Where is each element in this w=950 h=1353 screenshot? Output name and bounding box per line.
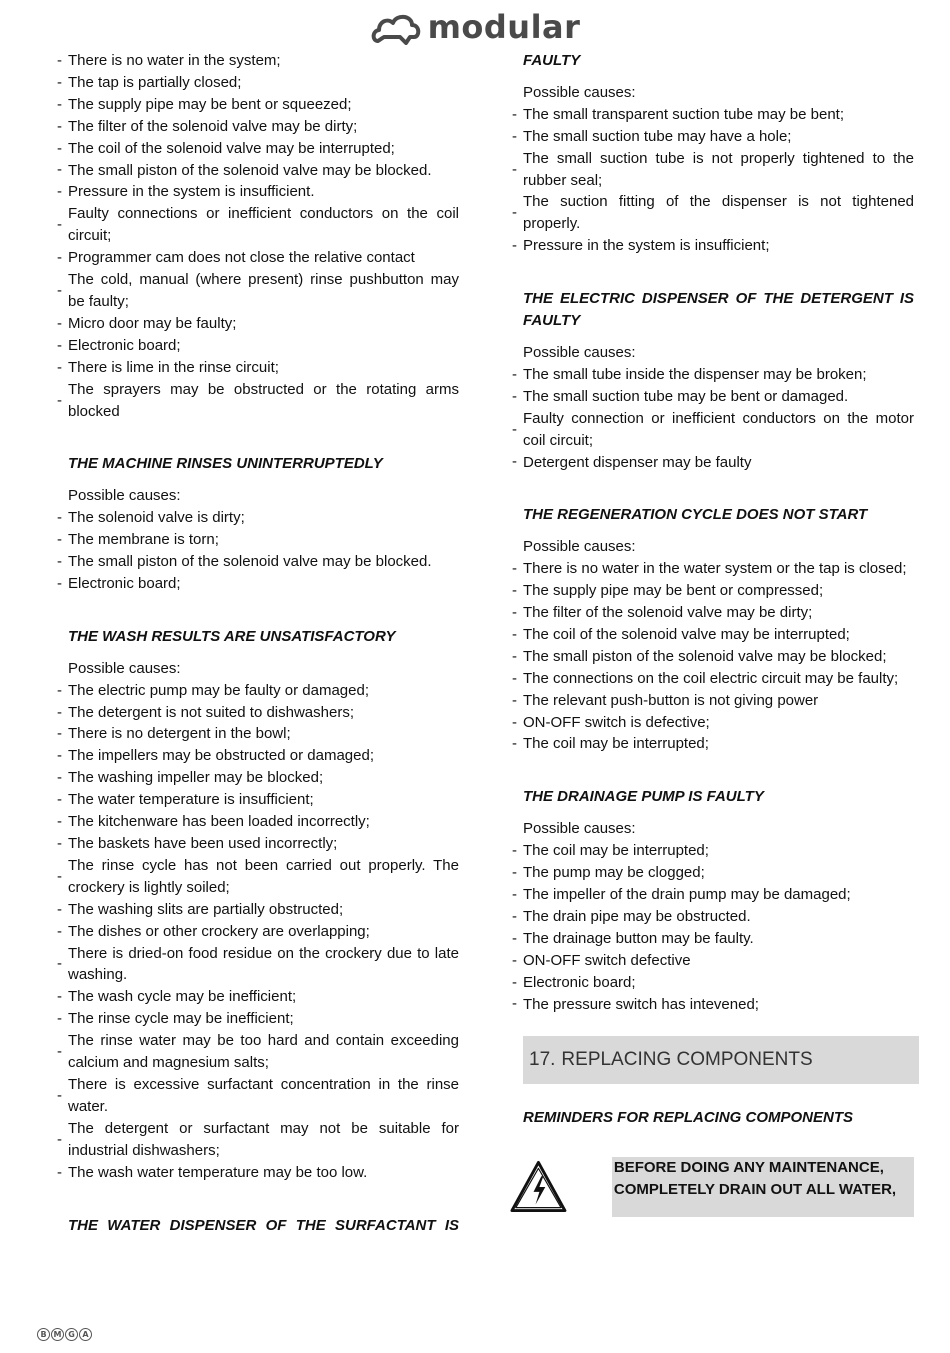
section-heading: THE DRAINAGE PUMP IS FAULTY bbox=[523, 788, 764, 806]
list-item: - The pump may be clogged; bbox=[512, 862, 914, 884]
cause-list bbox=[57, 680, 459, 1184]
section-heading: THE ELECTRIC DISPENSER OF THE DETERGENT IS FAULTY bbox=[523, 290, 914, 330]
possible-causes-label: Possible causes: bbox=[523, 538, 636, 556]
cloud-logo-icon bbox=[370, 9, 422, 45]
footer-badge-letter: M bbox=[51, 1328, 64, 1341]
section-heading: THE WASH RESULTS ARE UNSATISFACTORY bbox=[68, 627, 396, 645]
list-item: - Electronic board; bbox=[57, 573, 459, 595]
chapter-title: REPLACING COMPONENTS bbox=[561, 1049, 813, 1071]
list-item: - ON-OFF switch is defective; bbox=[512, 712, 914, 734]
reminders-heading: REMINDERS FOR REPLACING COMPONENTS bbox=[523, 1109, 854, 1127]
list-item: - There is excessive surfactant concentration in the rinse water. bbox=[57, 1074, 459, 1118]
cause-list bbox=[512, 840, 914, 1015]
footer-badge-letter: G bbox=[65, 1328, 78, 1341]
list-item: - The relevant push-button is not giving power bbox=[512, 690, 914, 712]
list-item: - The pressure switch has intevened; bbox=[512, 994, 914, 1016]
electric-hazard-icon bbox=[509, 1157, 568, 1217]
list-item: - The supply pipe may be bent or squeezed; bbox=[57, 94, 459, 116]
list-item: - There is no water in the water system or the tap is closed; bbox=[512, 558, 914, 580]
possible-causes-label: Possible causes: bbox=[68, 659, 181, 677]
list-item: - The kitchenware has been loaded incorrectly; bbox=[57, 811, 459, 833]
list-item: - The drainage button may be faulty. bbox=[512, 928, 914, 950]
list-item: - The coil of the solenoid valve may be interrupted; bbox=[512, 624, 914, 646]
list-item: - Detergent dispenser may be faulty bbox=[512, 452, 914, 474]
list-item: - The small suction tube may be bent or damaged. bbox=[512, 386, 914, 408]
list-item: - The drain pipe may be obstructed. bbox=[512, 906, 914, 928]
possible-causes-label: Possible causes: bbox=[523, 343, 636, 361]
possible-causes-label: Possible causes: bbox=[523, 83, 636, 101]
list-item: - The wash cycle may be inefficient; bbox=[57, 986, 459, 1008]
list-item: - The detergent or surfactant may not be suitable for industrial dishwashers; bbox=[57, 1118, 459, 1162]
chapter-heading bbox=[523, 1036, 919, 1084]
list-item: - The connections on the coil electric circuit may be faulty; bbox=[512, 668, 914, 690]
list-item: - There is lime in the rinse circuit; bbox=[57, 357, 459, 379]
list-item: - The washing slits are partially obstructed; bbox=[57, 899, 459, 921]
left-column bbox=[57, 50, 459, 1246]
list-item: - The rinse water may be too hard and contain exceeding calcium and magnesium salts; bbox=[57, 1030, 459, 1074]
list-item: - The impellers may be obstructed or damaged; bbox=[57, 745, 459, 767]
list-item: - The coil may be interrupted; bbox=[512, 733, 914, 755]
warning-text: BEFORE DOING ANY MAINTENANCE, COMPLETELY DRAIN OUT ALL WATER, bbox=[612, 1157, 914, 1217]
possible-causes-label: Possible causes: bbox=[523, 820, 636, 838]
list-item: - The membrane is torn; bbox=[57, 529, 459, 551]
list-item: - The baskets have been used incorrectly; bbox=[57, 833, 459, 855]
footer-badge-letter: B bbox=[37, 1328, 50, 1341]
list-item: - The small piston of the solenoid valve may be blocked. bbox=[57, 551, 459, 573]
possible-causes-label: Possible causes: bbox=[68, 487, 181, 505]
right-column bbox=[512, 50, 914, 1217]
list-item: - The detergent is not suited to dishwashers; bbox=[57, 702, 459, 724]
list-item: - The small suction tube may have a hole; bbox=[512, 126, 914, 148]
cause-list bbox=[57, 507, 459, 595]
list-item: - The tap is partially closed; bbox=[57, 72, 459, 94]
brand-name: modular bbox=[427, 8, 581, 46]
list-item: - Faulty connection or inefficient conductors on the motor coil circuit; bbox=[512, 408, 914, 452]
list-item: - The cold, manual (where present) rinse pushbutton may be faulty; bbox=[57, 269, 459, 313]
list-item: - The suction fitting of the dispenser is not tightened properly. bbox=[512, 191, 914, 235]
list-item: - The supply pipe may be bent or compressed; bbox=[512, 580, 914, 602]
cause-list bbox=[512, 104, 914, 257]
list-item: - Micro door may be faulty; bbox=[57, 313, 459, 335]
cause-list bbox=[512, 558, 914, 755]
list-item: - There is dried-on food residue on the crockery due to late washing. bbox=[57, 943, 459, 987]
list-item: - There is no detergent in the bowl; bbox=[57, 723, 459, 745]
list-item: - The coil may be interrupted; bbox=[512, 840, 914, 862]
list-item: - There is no water in the system; bbox=[57, 50, 459, 72]
list-item: - The rinse cycle has not been carried out properly. The crockery is lightly soiled; bbox=[57, 855, 459, 899]
list-item: - The coil of the solenoid valve may be interrupted; bbox=[57, 138, 459, 160]
list-item: - Pressure in the system is insufficient; bbox=[512, 235, 914, 257]
list-item: - Electronic board; bbox=[57, 335, 459, 357]
cause-list bbox=[57, 50, 459, 422]
list-item: - The small piston of the solenoid valve may be blocked. bbox=[57, 160, 459, 182]
list-item: - The impeller of the drain pump may be damaged; bbox=[512, 884, 914, 906]
list-item: - The water temperature is insufficient; bbox=[57, 789, 459, 811]
warning-block bbox=[512, 1157, 914, 1217]
list-item: - The wash water temperature may be too low. bbox=[57, 1162, 459, 1184]
list-item: - The small suction tube is not properly tightened to the rubber seal; bbox=[512, 148, 914, 192]
list-item: - Pressure in the system is insufficient. bbox=[57, 181, 459, 203]
list-item: - The filter of the solenoid valve may be dirty; bbox=[57, 116, 459, 138]
brand-header bbox=[0, 8, 950, 48]
list-item: - The dishes or other crockery are overlapping; bbox=[57, 921, 459, 943]
section-heading: THE MACHINE RINSES UNINTERRUPTEDLY bbox=[68, 455, 383, 473]
cause-list bbox=[512, 364, 914, 474]
chapter-number: 17. bbox=[529, 1049, 556, 1071]
list-item: - The washing impeller may be blocked; bbox=[57, 767, 459, 789]
section-heading-end: FAULTY bbox=[523, 52, 581, 69]
list-item: - Electronic board; bbox=[512, 972, 914, 994]
list-item: - ON-OFF switch defective bbox=[512, 950, 914, 972]
footer-badge-letter: A bbox=[79, 1328, 92, 1341]
list-item: - Programmer cam does not close the relative contact bbox=[57, 247, 459, 269]
list-item: - The solenoid valve is dirty; bbox=[57, 507, 459, 529]
list-item: - The small transparent suction tube may be bent; bbox=[512, 104, 914, 126]
list-item: - The filter of the solenoid valve may be dirty; bbox=[512, 602, 914, 624]
section-heading: THE REGENERATION CYCLE DOES NOT START bbox=[523, 506, 868, 524]
list-item: - The rinse cycle may be inefficient; bbox=[57, 1008, 459, 1030]
section-heading-start: THE WATER DISPENSER OF THE SURFACTANT IS bbox=[68, 1216, 459, 1234]
footer-badge bbox=[37, 1328, 92, 1341]
list-item: - The sprayers may be obstructed or the rotating arms blocked bbox=[57, 379, 459, 423]
list-item: - The small tube inside the dispenser may be broken; bbox=[512, 364, 914, 386]
list-item: - The electric pump may be faulty or damaged; bbox=[57, 680, 459, 702]
list-item: - The small piston of the solenoid valve may be blocked; bbox=[512, 646, 914, 668]
list-item: - Faulty connections or inefficient conductors on the coil circuit; bbox=[57, 203, 459, 247]
